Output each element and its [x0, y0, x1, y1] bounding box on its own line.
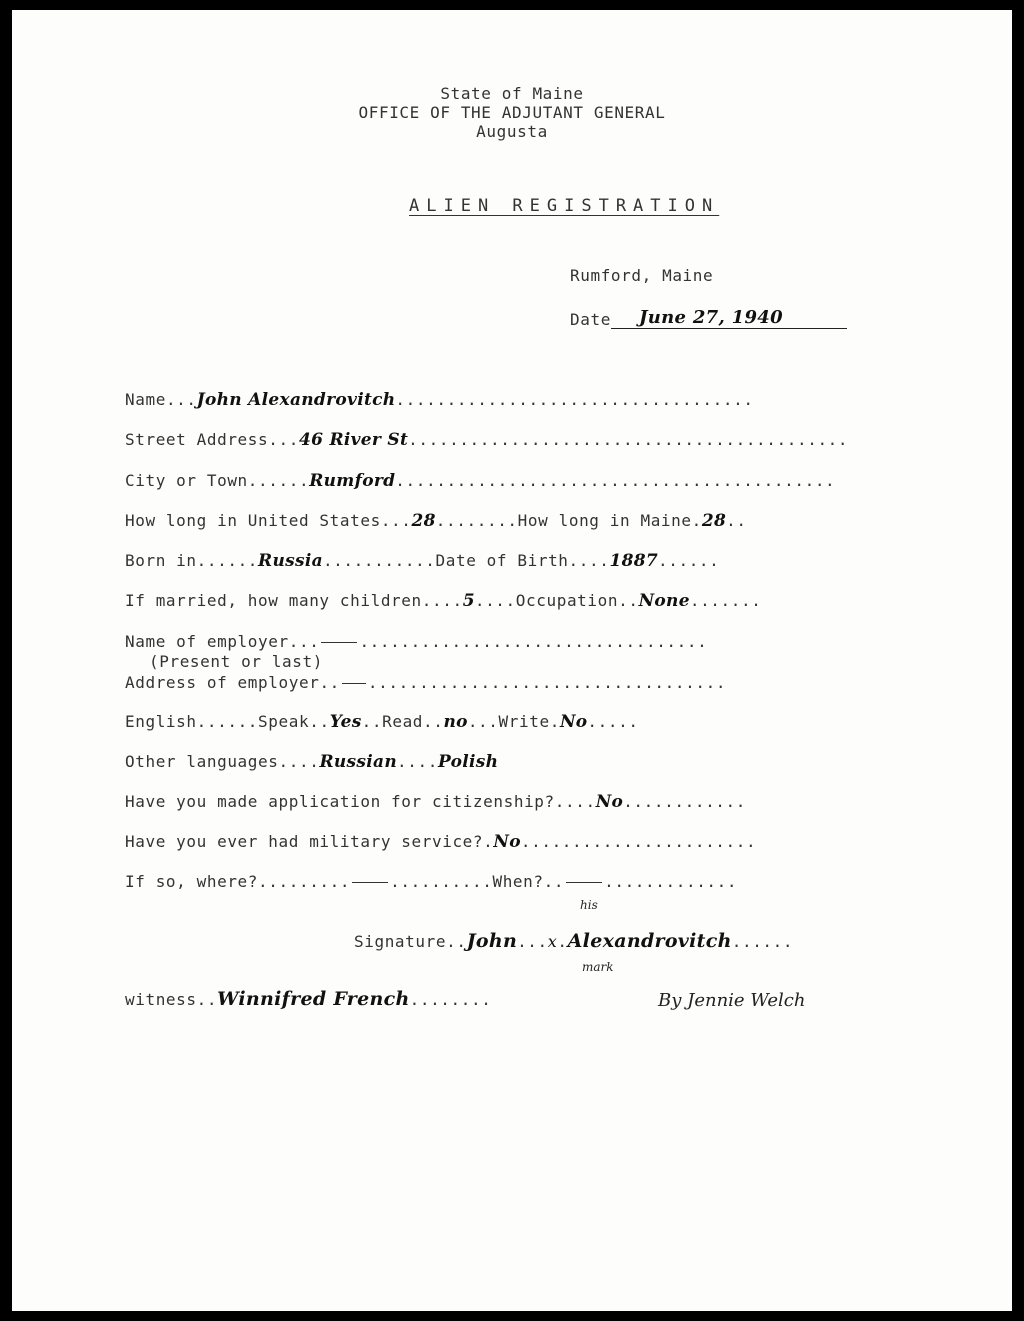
military-value: No [493, 832, 521, 852]
occupation-value: None [638, 591, 690, 611]
header-city: Augusta [476, 122, 548, 141]
date-value: June 27, 1940 [638, 307, 783, 328]
children-value: 5 [462, 591, 475, 611]
read-label: Read [382, 712, 424, 731]
header-state: State of Maine [440, 84, 584, 103]
language-2: Polish [437, 752, 499, 772]
read-value: no [443, 712, 468, 732]
witness-value: Winnifred French [217, 988, 410, 1010]
signature-first: John [466, 930, 518, 952]
row-languages: Other languages....Russian....Polish [125, 752, 499, 772]
when-dash [566, 882, 602, 883]
row-employer-name: Name of employer... .................................. [125, 632, 708, 651]
place-line: Rumford, Maine [570, 266, 714, 285]
row-witness: witness..Winnifred French........ [125, 988, 492, 1010]
signature-mark: x [547, 932, 558, 951]
speak-value: Yes [329, 712, 362, 732]
write-value: No [559, 712, 588, 732]
born-label: Born in [125, 551, 197, 570]
dob-value: 1887 [609, 551, 658, 571]
row-name: Name...John Alexandrovitch................................... [125, 390, 754, 410]
date-label: Date [570, 310, 611, 329]
date-line [570, 308, 847, 329]
languages-label: Other languages [125, 752, 279, 771]
children-label: If married, how many children [125, 591, 422, 610]
employer-name-dash [321, 642, 357, 643]
military-label: Have you ever had military service? [125, 832, 484, 851]
sig-mark-word: mark [582, 960, 614, 974]
name-label: Name [125, 390, 166, 409]
where-dash [352, 882, 388, 883]
row-english: English......Speak..Yes..Read..no...Write.No..... [125, 712, 639, 732]
dob-label: Date of Birth [435, 551, 569, 570]
row-street: Street Address...46 River St........................................... [125, 430, 849, 450]
row-residency: How long in United States...28........How long in Maine.28.. [125, 511, 747, 531]
city-value: Rumford [309, 471, 396, 491]
date-underline [611, 308, 847, 329]
employer-note: (Present or last) [149, 652, 323, 671]
row-city: City or Town......Rumford........................................... [125, 471, 836, 491]
employer-address-dash [342, 683, 366, 684]
signature-label: Signature [354, 932, 447, 951]
document-page [12, 10, 1012, 1311]
city-label: City or Town [125, 471, 248, 490]
speak-label: Speak [258, 712, 310, 731]
header-office: OFFICE OF THE ADJUTANT GENERAL [358, 103, 666, 122]
write-label: Write [498, 712, 550, 731]
citizenship-value: No [595, 792, 624, 812]
witness-label: witness [125, 990, 197, 1009]
sig-his: his [580, 898, 598, 912]
row-family: If married, how many children....5....Occupation..None....... [125, 591, 762, 611]
street-label: Street Address [125, 430, 269, 449]
employer-name-label: Name of employer [125, 632, 289, 651]
row-military: Have you ever had military service?.No....................... [125, 832, 757, 852]
by-line: By Jennie Welch [658, 990, 806, 1011]
row-citizenship: Have you made application for citizenship?....No............ [125, 792, 746, 812]
maine-years-label: How long in Maine [517, 511, 692, 530]
where-label: If so, where? [125, 872, 259, 891]
row-employer-address: Address of employer.. ................................... [125, 673, 727, 692]
employer-address-label: Address of employer [125, 673, 320, 692]
citizenship-label: Have you made application for citizenship? [125, 792, 555, 811]
us-years-value: 28 [411, 511, 436, 531]
us-years-label: How long in United States [125, 511, 381, 530]
row-birth: Born in......Russia...........Date of Birth....1887...... [125, 551, 720, 571]
row-signature: Signature..John...x.Alexandrovitch...... [354, 930, 794, 952]
signature-last: Alexandrovitch [567, 930, 732, 952]
street-value: 46 River St [298, 430, 409, 450]
name-value: John Alexandrovitch [196, 390, 396, 410]
row-where: If so, where?......... ..........When?.. ............. [125, 872, 738, 891]
born-value: Russia [258, 551, 323, 571]
occupation-label: Occupation [515, 591, 619, 610]
maine-years-value: 28 [701, 511, 727, 531]
language-1: Russian [319, 752, 397, 772]
english-label: English [125, 712, 197, 731]
when-label: When? [492, 872, 544, 891]
form-title: ALIEN REGISTRATION [409, 196, 720, 216]
